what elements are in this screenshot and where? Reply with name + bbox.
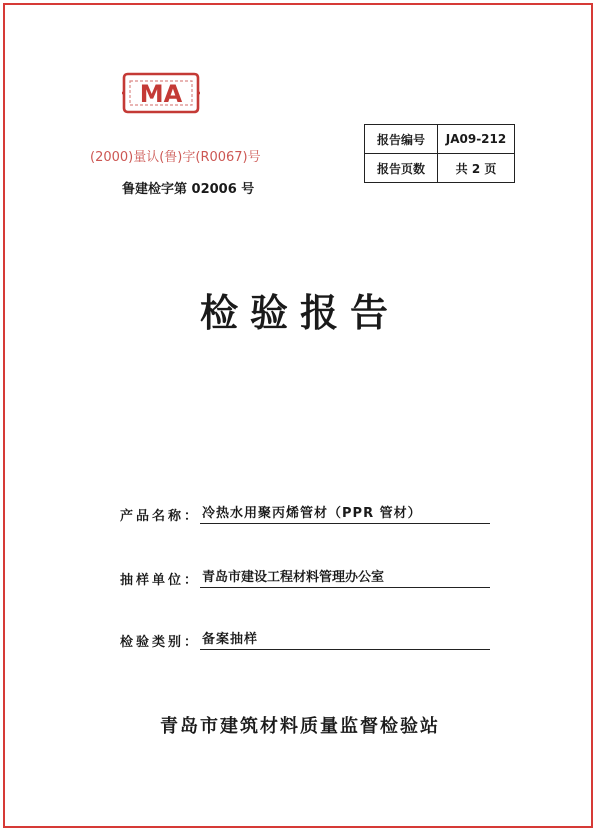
svg-text:MA: MA xyxy=(139,80,183,108)
report-pages-label: 报告页数 xyxy=(365,154,438,183)
sampling-unit-label: 抽样单位： xyxy=(120,573,201,588)
stamp-code: (2000)量认(鲁)字(R0067)号 xyxy=(90,150,261,165)
report-pages-value: 共 2 页 xyxy=(438,154,515,183)
report-number-value: JA09-212 xyxy=(438,125,515,154)
report-number-label: 报告编号 xyxy=(365,125,438,154)
report-pages-row xyxy=(365,154,515,183)
product-name-value: 冷热水用聚丙烯管材（PPR 管材） xyxy=(200,502,490,524)
ma-seal-icon xyxy=(120,72,202,114)
inspection-type-value: 备案抽样 xyxy=(200,628,490,650)
inspection-type-label: 检验类别： xyxy=(120,635,201,650)
report-number-row xyxy=(365,125,515,154)
inspection-type-field xyxy=(120,628,490,650)
product-name-label: 产品名称： xyxy=(120,509,201,524)
sampling-unit-field xyxy=(120,566,490,588)
organization-name: 青岛市建筑材料质量监督检验站 xyxy=(160,716,440,737)
sampling-unit-value: 青岛市建设工程材料管理办公室 xyxy=(200,566,490,588)
report-meta-table xyxy=(364,124,515,183)
permit-number: 鲁建检字第 02006 号 xyxy=(122,182,255,197)
product-name-field xyxy=(120,502,490,524)
report-title: 检验报告 xyxy=(199,290,400,335)
